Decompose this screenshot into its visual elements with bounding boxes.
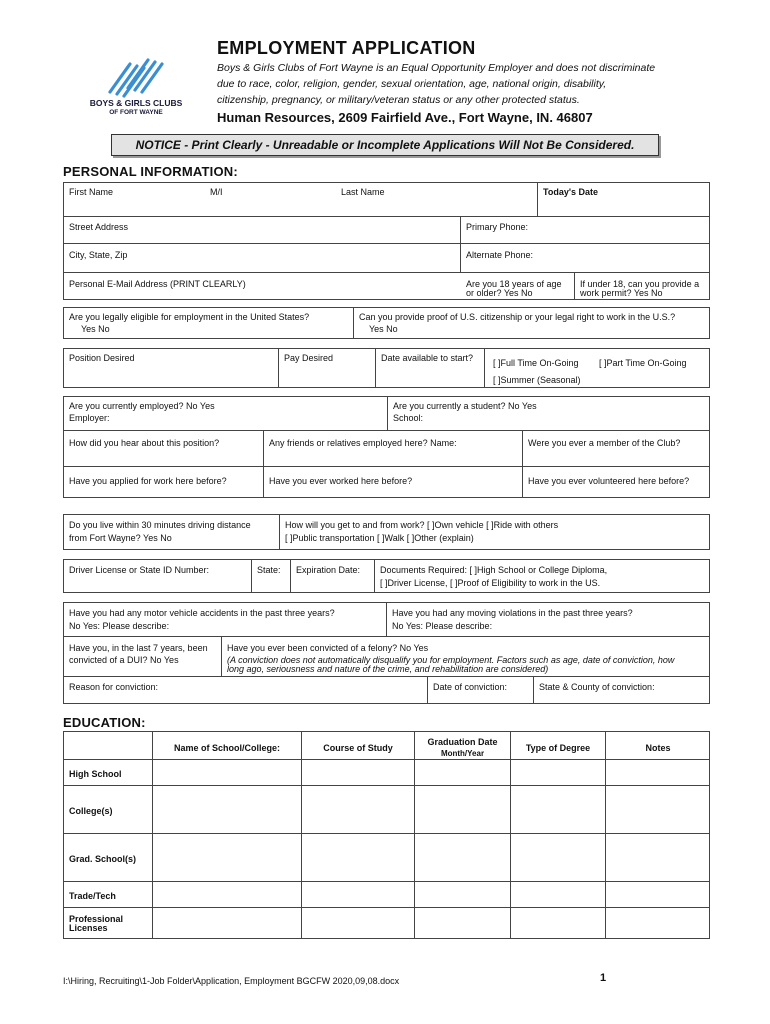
expiration-date-field[interactable]: Expiration Date: (296, 565, 361, 575)
row-grad-school: Grad. School(s) (69, 854, 137, 864)
employer-field[interactable]: Employer: (69, 413, 110, 423)
reason-conviction-field[interactable]: Reason for conviction: (69, 682, 159, 692)
work-permit-question-l2[interactable]: work permit? Yes No (580, 288, 663, 298)
logo-line2: OF FORT WAYNE (109, 109, 163, 116)
street-address-field[interactable]: Street Address (69, 222, 129, 232)
currently-employed-question[interactable]: Are you currently employed? No Yes (69, 401, 215, 411)
last-name-field[interactable]: Last Name (341, 187, 385, 197)
hr-address: Human Resources, 2609 Fairfield Ave., Fort Wayne, IN. 46807 (217, 110, 593, 125)
license-number-field[interactable]: Driver License or State ID Number: (69, 565, 210, 575)
state-county-conviction-field[interactable]: State & County of conviction: (539, 682, 655, 692)
col-graduation-date-sub: Month/Year (440, 749, 485, 758)
dui-question-l1[interactable]: Have you, in the last 7 years, been (69, 643, 208, 653)
date-conviction-field[interactable]: Date of conviction: (433, 682, 508, 692)
email-field[interactable]: Personal E-Mail Address (PRINT CLEARLY) (69, 279, 246, 289)
logo-line1: BOYS & GIRLS CLUBS (89, 98, 183, 108)
school-field[interactable]: School: (393, 413, 424, 423)
row-professional-licenses-l2: Licenses (69, 923, 108, 933)
pay-desired-field[interactable]: Pay Desired (284, 353, 334, 363)
age-18-question-l2[interactable]: or older? Yes No (466, 288, 533, 298)
age-18-question-l1[interactable]: Are you 18 years of age (466, 279, 562, 289)
todays-date-field[interactable]: Today's Date (543, 187, 598, 197)
volunteered-before-question[interactable]: Have you ever volunteered here before? (528, 476, 690, 486)
proof-citizenship-question-l2[interactable]: Yes No (369, 324, 398, 334)
footer-file-path: I:\Hiring, Recruiting\1-Job Folder\Application, Employment BGCFW 2020,09,08.docx (63, 976, 400, 986)
dui-question-l2[interactable]: convicted of a DUI? No Yes (69, 655, 179, 665)
middle-initial-field[interactable]: M/I (210, 187, 223, 197)
col-notes: Notes (645, 743, 671, 753)
live-within-30-question-l1[interactable]: Do you live within 30 minutes driving distance (69, 520, 251, 530)
work-permit-question-l1[interactable]: If under 18, can you provide a (580, 279, 700, 289)
full-time-checkbox[interactable]: [ ]Full Time On-Going (493, 358, 579, 368)
friends-relatives-field[interactable]: Any friends or relatives employed here? Name: (269, 438, 457, 448)
worked-before-question[interactable]: Have you ever worked here before? (269, 476, 413, 486)
eeo-statement-line2: due to race, color, religion, gender, sexual orientation, age, national origin, disability, (217, 78, 607, 90)
notice-banner (111, 134, 659, 156)
summer-checkbox[interactable]: [ ]Summer (Seasonal) (493, 375, 581, 385)
violations-question-l2[interactable]: No Yes: Please describe: (392, 621, 493, 631)
logo (84, 56, 188, 120)
transport-options-l1[interactable]: How will you get to and from work? [ ]Own vehicle [ ]Ride with others (285, 520, 559, 530)
accidents-question-l1[interactable]: Have you had any motor vehicle accidents in the past three years? (69, 608, 335, 618)
page-number: 1 (600, 972, 607, 984)
felony-question[interactable]: Have you ever been convicted of a felony? No Yes (227, 643, 429, 653)
row-college: College(s) (69, 806, 113, 816)
section-personal-heading: PERSONAL INFORMATION: (63, 164, 238, 179)
primary-phone-field[interactable]: Primary Phone: (466, 222, 529, 232)
documents-required-l1[interactable]: Documents Required: [ ]High School or College Diploma, (380, 565, 608, 575)
page-title: EMPLOYMENT APPLICATION (217, 38, 476, 58)
felony-disclaimer-l2: long ago, seriousness and nature of the crime, and rehabilitation are considered) (227, 664, 549, 674)
eeo-statement-line3: citizenship, pregnancy, or military/veteran status or any other protected status. (217, 94, 580, 106)
position-desired-field[interactable]: Position Desired (69, 353, 135, 363)
col-degree-type: Type of Degree (525, 743, 591, 753)
accidents-question-l2[interactable]: No Yes: Please describe: (69, 621, 170, 631)
violations-question-l1[interactable]: Have you had any moving violations in the past three years? (392, 608, 633, 618)
club-member-question[interactable]: Were you ever a member of the Club? (528, 438, 681, 448)
part-time-checkbox[interactable]: [ ]Part Time On-Going (599, 358, 687, 368)
notice-text: NOTICE - Print Clearly - Unreadable or Incomplete Applications Will Not Be Considered. (135, 138, 635, 152)
first-name-field[interactable]: First Name (69, 187, 114, 197)
legally-eligible-question-l2[interactable]: Yes No (81, 324, 110, 334)
eeo-statement-line1: Boys & Girls Clubs of Fort Wayne is an Equal Opportunity Employer and does not discriminate (217, 62, 656, 74)
applied-before-question[interactable]: Have you applied for work here before? (69, 476, 227, 486)
alternate-phone-field[interactable]: Alternate Phone: (466, 250, 534, 260)
row-trade-tech: Trade/Tech (69, 891, 116, 901)
documents-required-l2[interactable]: [ ]Driver License, [ ]Proof of Eligibility to work in the US. (380, 578, 601, 588)
felony-disclaimer-l1: (A conviction does not automatically disqualify you for employment. Factors such as age, date of conviction, how (227, 655, 675, 665)
proof-citizenship-question-l1[interactable]: Can you provide proof of U.S. citizenship or your legal right to work in the U.S.? (359, 312, 676, 322)
col-school-name: Name of School/College: (173, 743, 280, 753)
col-graduation-date: Graduation Date (427, 737, 498, 747)
col-course-study: Course of Study (323, 743, 393, 753)
date-available-field[interactable]: Date available to start? (381, 353, 474, 363)
logo-hands-icon (84, 56, 188, 100)
currently-student-question[interactable]: Are you currently a student? No Yes (393, 401, 537, 411)
section-education-heading: EDUCATION: (63, 715, 146, 730)
row-high-school: High School (69, 769, 122, 779)
live-within-30-question-l2[interactable]: from Fort Wayne? Yes No (69, 533, 172, 543)
row-professional-licenses-l1: Professional (69, 914, 124, 924)
license-state-field[interactable]: State: (257, 565, 281, 575)
hear-about-position-field[interactable]: How did you hear about this position? (69, 438, 220, 448)
city-state-zip-field[interactable]: City, State, Zip (69, 250, 128, 260)
legally-eligible-question-l1[interactable]: Are you legally eligible for employment in the United States? (69, 312, 310, 322)
transport-options-l2[interactable]: [ ]Public transportation [ ]Walk [ ]Other (explain) (285, 533, 474, 543)
